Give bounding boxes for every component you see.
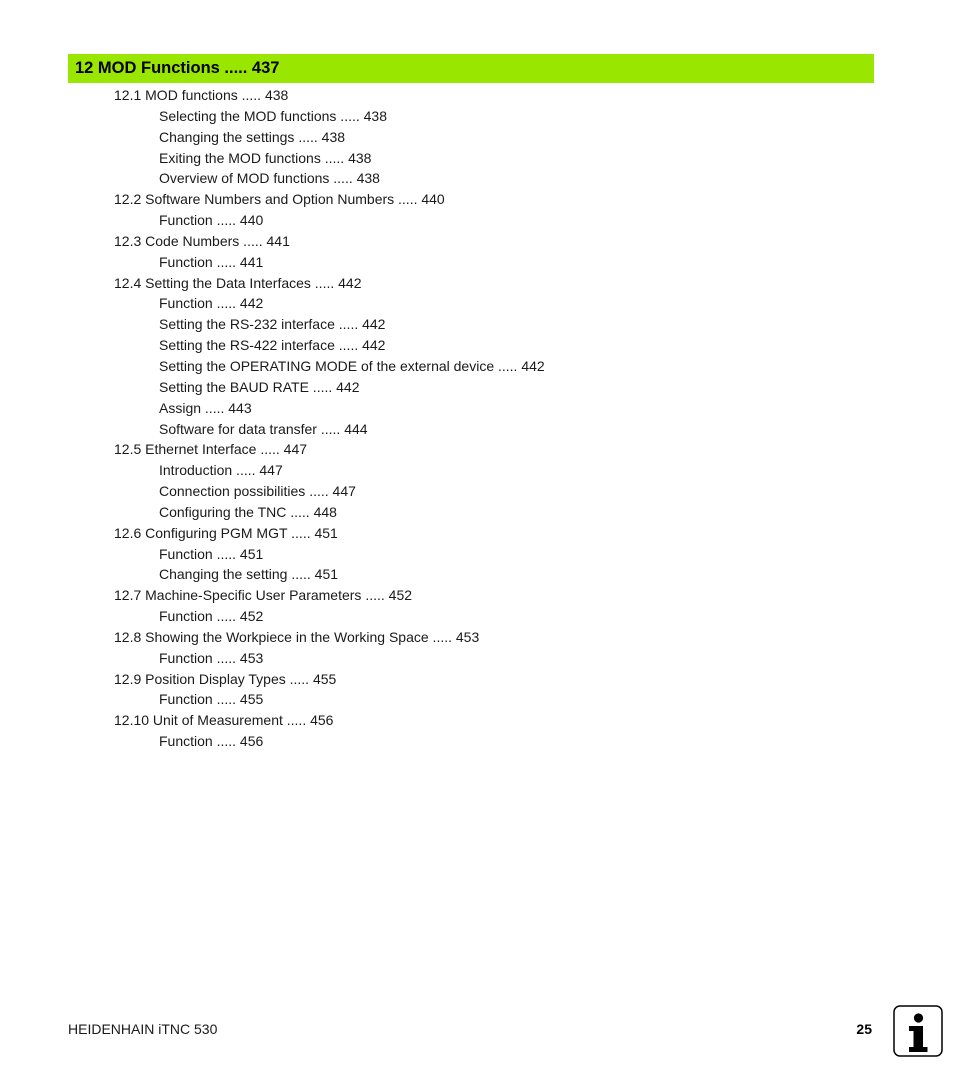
chapter-title: 12 MOD Functions ..... 437 xyxy=(75,59,280,77)
toc-subsection-entry[interactable]: Changing the settings ..... 438 xyxy=(159,128,346,145)
toc-subsection-entry[interactable]: Setting the BAUD RATE ..... 442 xyxy=(159,378,360,395)
toc-section-entry[interactable]: 12.5 Ethernet Interface ..... 447 xyxy=(114,441,308,458)
toc-subsection-entry[interactable]: Function ..... 440 xyxy=(159,212,264,229)
toc-subsection-entry[interactable]: Function ..... 456 xyxy=(159,733,264,750)
toc-subsection-entry[interactable]: Connection possibilities ..... 447 xyxy=(159,483,356,500)
toc-subsection-entry[interactable]: Function ..... 442 xyxy=(159,295,264,312)
toc-subsection-entry[interactable]: Changing the setting ..... 451 xyxy=(159,566,339,583)
toc-section-entry[interactable]: 12.1 MOD functions ..... 438 xyxy=(114,87,289,103)
toc-subsection-entry[interactable]: Function ..... 453 xyxy=(159,649,264,666)
toc-section-entry[interactable]: 12.2 Software Numbers and Option Numbers ..... 440 xyxy=(114,191,445,208)
chapter-header xyxy=(68,54,874,83)
toc-section-entry[interactable]: 12.4 Setting the Data Interfaces ..... 442 xyxy=(114,274,362,291)
toc-subsection-entry[interactable]: Introduction ..... 447 xyxy=(159,462,283,479)
toc-subsection-entry[interactable]: Function ..... 452 xyxy=(159,608,264,625)
toc-subsection-entry[interactable]: Overview of MOD functions ..... 438 xyxy=(159,170,380,187)
toc-section-entry[interactable]: 12.3 Code Numbers ..... 441 xyxy=(114,232,290,249)
info-icon xyxy=(893,1005,943,1057)
toc-subsection-entry[interactable]: Assign ..... 443 xyxy=(159,399,252,416)
toc-section-entry[interactable]: 12.10 Unit of Measurement ..... 456 xyxy=(114,712,334,729)
toc-subsection-entry[interactable]: Function ..... 441 xyxy=(159,253,264,270)
page-number: 25 xyxy=(856,1021,872,1037)
table-of-contents xyxy=(0,85,954,752)
toc-subsection-entry[interactable]: Setting the RS-422 interface ..... 442 xyxy=(159,337,386,354)
toc-section-entry[interactable]: 12.6 Configuring PGM MGT ..... 451 xyxy=(114,524,338,541)
toc-section-entry[interactable]: 12.8 Showing the Workpiece in the Working Space ..... 453 xyxy=(114,628,480,645)
toc-subsection-entry[interactable]: Setting the OPERATING MODE of the external device ..... 442 xyxy=(159,357,545,374)
toc-subsection-entry[interactable]: Exiting the MOD functions ..... 438 xyxy=(159,149,372,166)
toc-subsection-entry[interactable]: Selecting the MOD functions ..... 438 xyxy=(159,107,388,124)
toc-subsection-entry[interactable]: Configuring the TNC ..... 448 xyxy=(159,503,337,520)
toc-section-entry[interactable]: 12.9 Position Display Types ..... 455 xyxy=(114,670,337,687)
toc-subsection-entry[interactable]: Software for data transfer ..... 444 xyxy=(159,420,368,437)
footer-product-name: HEIDENHAIN iTNC 530 xyxy=(68,1021,218,1037)
toc-subsection-entry[interactable]: Function ..... 451 xyxy=(159,545,264,562)
toc-subsection-entry[interactable]: Setting the RS-232 interface ..... 442 xyxy=(159,316,386,333)
toc-section-entry[interactable]: 12.7 Machine-Specific User Parameters ..... 452 xyxy=(114,587,413,604)
toc-subsection-entry[interactable]: Function ..... 455 xyxy=(159,691,264,708)
